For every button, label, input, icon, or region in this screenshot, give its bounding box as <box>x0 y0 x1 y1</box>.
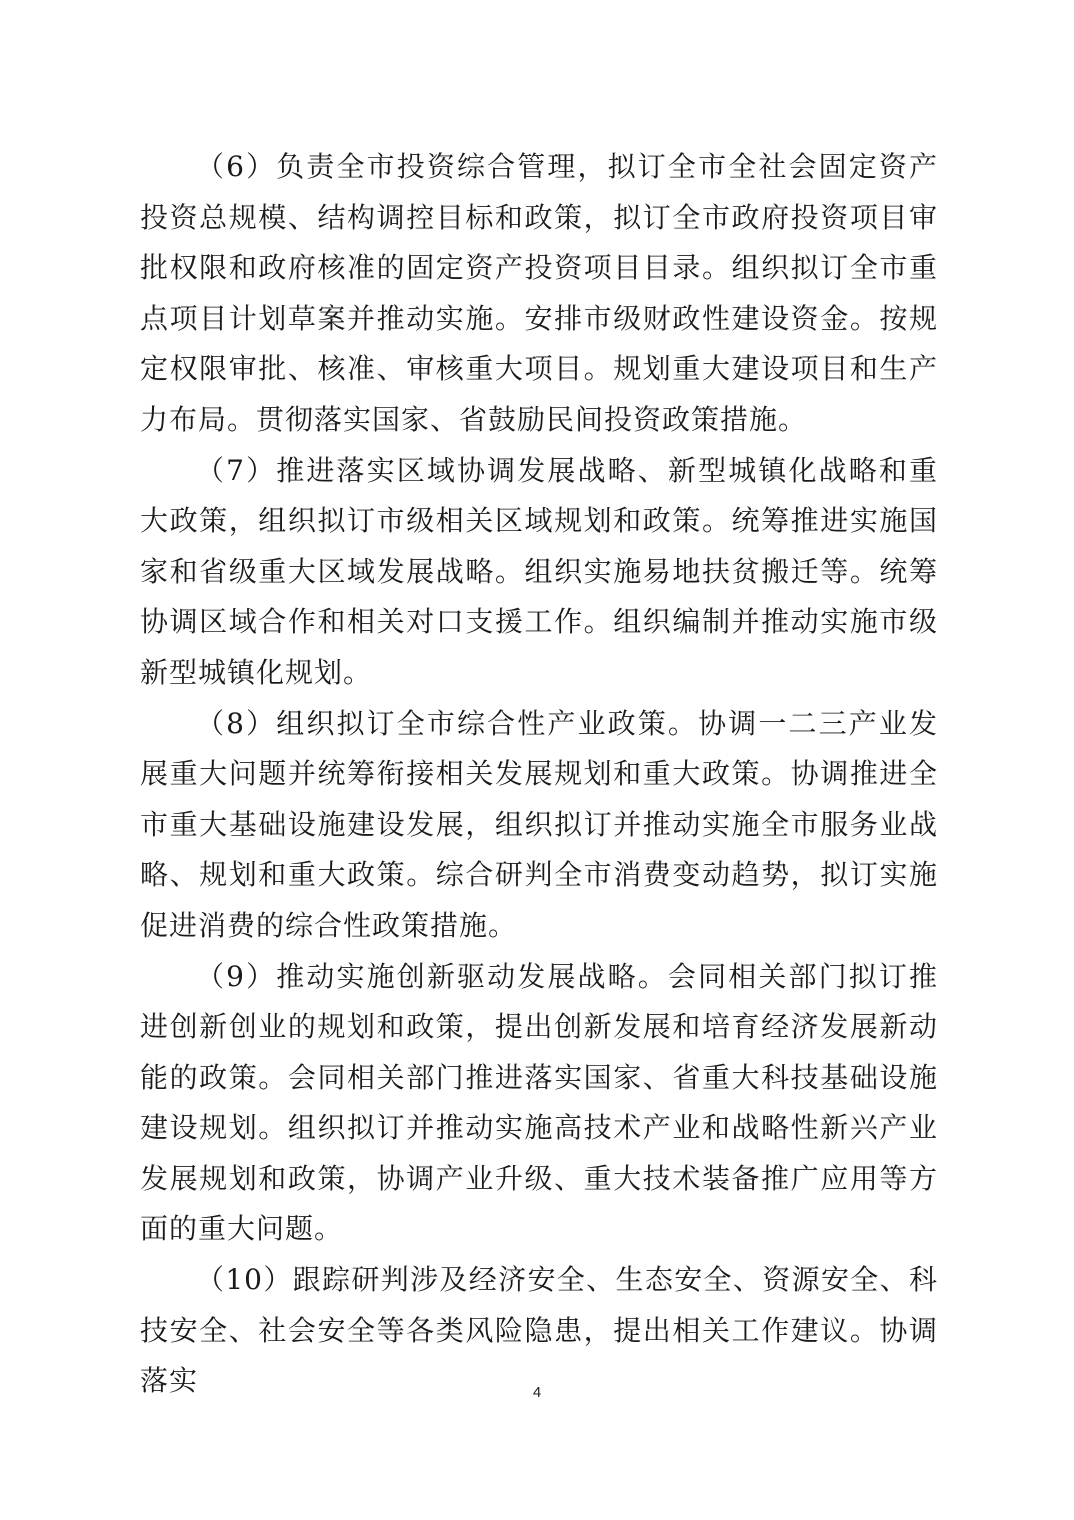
paragraph-6: （6）负责全市投资综合管理，拟订全市全社会固定资产投资总规模、结构调控目标和政策，拟订全市政府投资项目审批权限和政府核准的固定资产投资项目目录。组织拟订全市重点项目计划草案并推动实施。安排市级财政性建设资金。按规定权限审批、核准、审核重大项目。规划重大建设项目和生产力布局。贯彻落实国家、省鼓励民间投资政策措施。 <box>140 150 938 436</box>
paragraph-9: （9）推动实施创新驱动发展战略。会同相关部门拟订推进创新创业的规划和政策，提出创新发展和培育经济发展新动能的政策。会同相关部门推进落实国家、省重大科技基础设施建设规划。组织拟订并推动实施高技术产业和战略性新兴产业发展规划和政策，协调产业升级、重大技术装备推广应用等方面的重大问题。 <box>140 959 938 1246</box>
page-number: 4 <box>532 1384 542 1401</box>
paragraph-7: （7）推进落实区域协调发展战略、新型城镇化战略和重大政策，组织拟订市级相关区域规划和政策。统筹推进实施国家和省级重大区域发展战略。组织实施易地扶贫搬迁等。统筹协调区域合作和相关对口支援工作。组织编制并推动实施市级新型城镇化规划。 <box>140 453 938 689</box>
body-text <box>140 142 938 1407</box>
paragraph-10: （10）跟踪研判涉及经济安全、生态安全、资源安全、科技安全、社会安全等各类风险隐患，提出相关工作建议。协调落实 <box>140 1263 938 1398</box>
paragraph-8: （8）组织拟订全市综合性产业政策。协调一二三产业发展重大问题并统筹衔接相关发展规划和重大政策。协调推进全市重大基础设施建设发展，组织拟订并推动实施全市服务业战略、规划和重大政策。综合研判全市消费变动趋势，拟订实施促进消费的综合性政策措施。 <box>140 706 938 942</box>
